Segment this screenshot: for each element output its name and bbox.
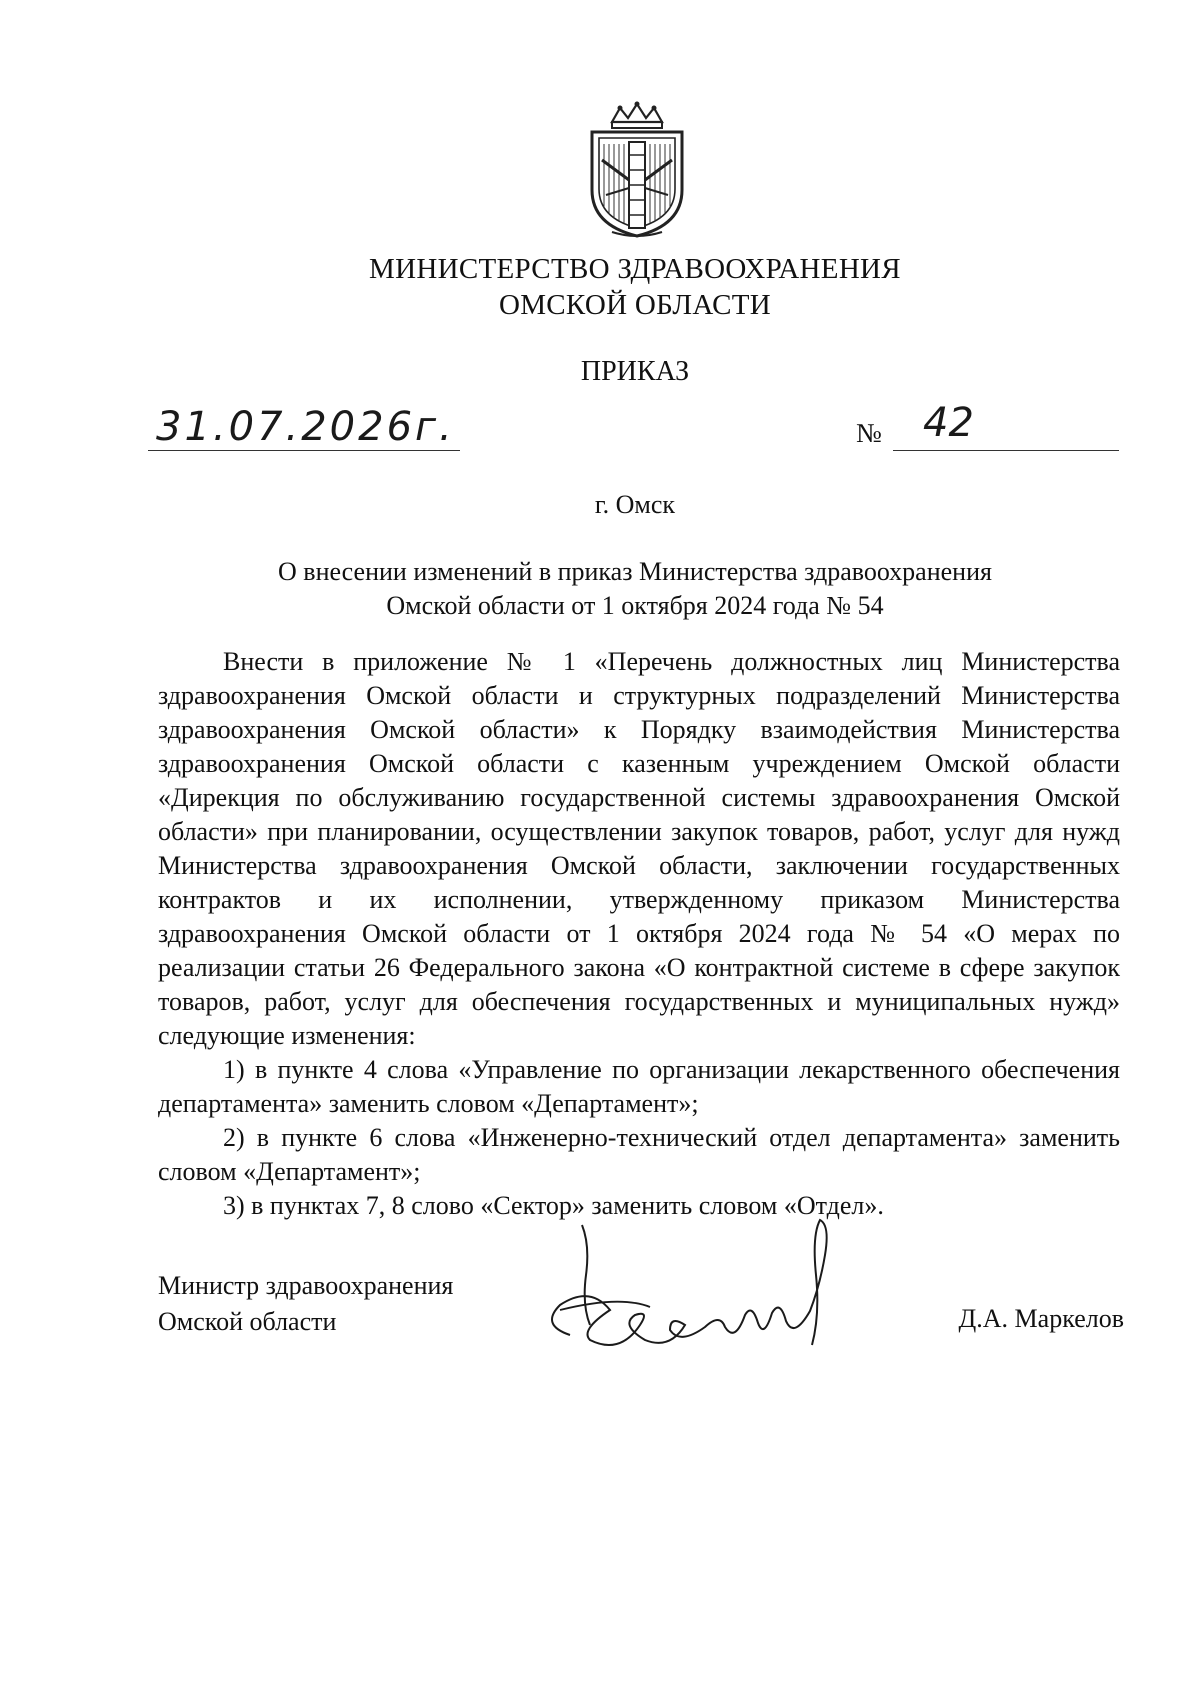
handwritten-number: 42	[923, 400, 974, 446]
signatory-position-line2: Омской области	[158, 1307, 337, 1336]
body-paragraph-item1: 1) в пункте 4 слова «Управление по организации лекарственного обеспечения департамента» заменить словом «Департамент»;	[158, 1055, 1120, 1118]
city-name: г. Омск	[594, 490, 676, 519]
body-paragraph-item3: 3) в пунктах 7, 8 слово «Сектор» заменить словом «Отдел».	[223, 1191, 884, 1220]
signatory-name: Д.А. Маркелов	[958, 1304, 1124, 1333]
order-body	[158, 645, 1120, 1223]
body-paragraph-main: Внести в приложение № 1 «Перечень должностных лиц Министерства здравоохранения Омской области и структурных подразделений Министерства здравоохранения Омской области» к Порядку взаимодействия Министерства здравоохранения Омской области с казенным учреждением Омской области «Дирекция по обслуживанию государственной системы здравоохранения Омской области» при планировании, осуществлении закупок товаров, работ, услуг для нужд Министерства здравоохранения Омской области, заключении государственных контрактов и их исполнении, утвержденному приказом Министерства здравоохранения Омской области от 1 октября 2024 года № 54 «О мерах по реализации статьи 26 Федерального закона «О контрактной системе в сфере закупок товаров, работ, услуг для обеспечения государственных и муниципальных нужд» следующие изменения:	[158, 647, 1120, 1050]
body-paragraph-item2: 2) в пункте 6 слова «Инженерно-технический отдел департамента» заменить словом «Департамент»;	[158, 1123, 1120, 1186]
number-field	[893, 400, 1119, 451]
subject-line2: Омской области от 1 октября 2024 года № 54	[386, 591, 884, 620]
date-field	[148, 404, 460, 451]
handwritten-signature	[520, 1215, 880, 1375]
signatory-position-line1: Министр здравоохранения	[158, 1271, 454, 1300]
document-type-title: ПРИКАЗ	[580, 356, 690, 387]
ministry-name-line1: МИНИСТЕРСТВО ЗДРАВООХРАНЕНИЯ	[369, 253, 901, 285]
number-sign: №	[856, 418, 882, 448]
handwritten-date: 31.07.2026г.	[156, 404, 455, 450]
coat-of-arms-emblem	[582, 100, 692, 240]
ministry-name-line2: ОМСКОЙ ОБЛАСТИ	[498, 289, 772, 321]
subject-line1: О внесении изменений в приказ Министерства здравоохранения	[278, 557, 992, 586]
